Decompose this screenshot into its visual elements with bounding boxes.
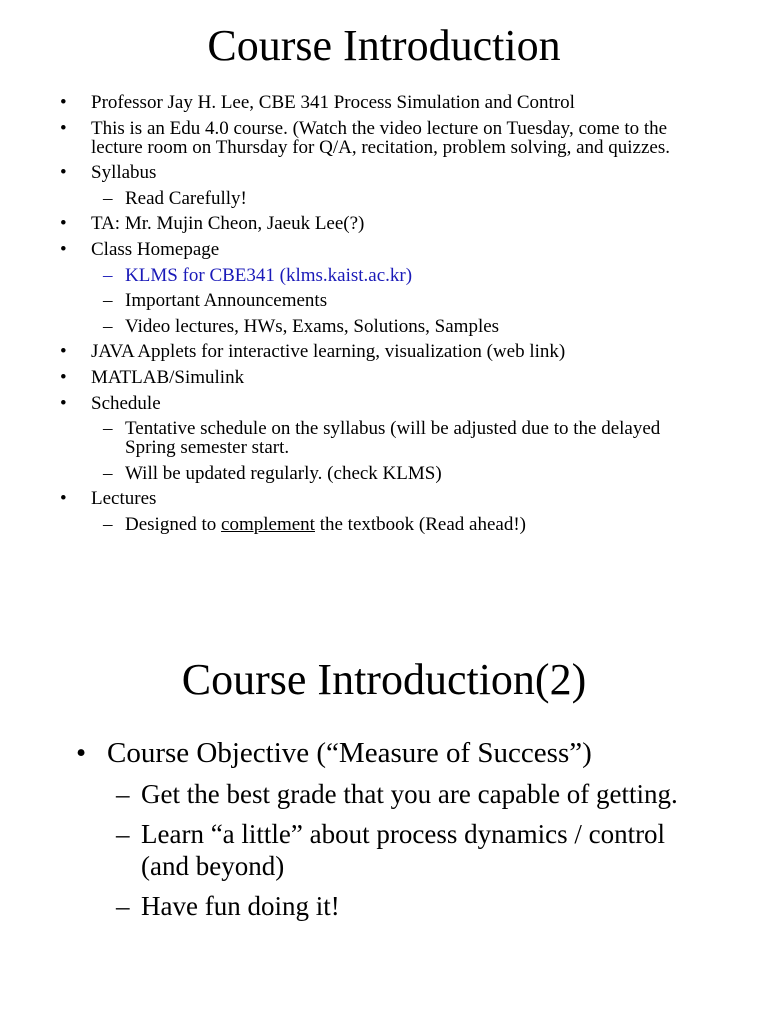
item-lectures: Lectures <box>91 488 157 510</box>
dash-icon: – <box>103 462 113 484</box>
item-lectures-post: the textbook (Read ahead!) <box>314 513 526 535</box>
sub-list-item <box>0 419 768 457</box>
item-video: Video lectures, HWs, Exams, Solutions, Samples <box>125 315 500 337</box>
item-homepage: Class Homepage <box>91 238 220 260</box>
dash-icon: – <box>103 315 113 337</box>
dash-icon: – <box>103 513 113 535</box>
bullet-icon: • <box>76 737 87 769</box>
bullet-icon: • <box>60 92 67 113</box>
list-item <box>0 119 768 157</box>
sub-list-item <box>0 890 768 922</box>
sub-list-item <box>0 317 768 336</box>
item-grade: Get the best grade that you are capable of getting. <box>141 779 678 809</box>
sub-list-item <box>0 189 768 208</box>
item-syllabus: Syllabus <box>91 162 157 184</box>
list-item <box>0 163 768 182</box>
sub-list-item <box>0 291 768 310</box>
list-item <box>0 394 768 413</box>
dash-icon: – <box>103 418 113 440</box>
list-item <box>0 93 768 112</box>
item-fun: Have fun doing it! <box>141 891 340 921</box>
list-item <box>0 214 768 233</box>
slide-title: Course Introduction <box>207 21 561 70</box>
sub-list-item <box>0 515 768 534</box>
klms-link[interactable]: KLMS for CBE341 (klms.kaist.ac.kr) <box>125 264 413 286</box>
bullet-icon: • <box>60 117 67 139</box>
item-lectures-underlined: complement <box>221 513 315 535</box>
bullet-icon: • <box>60 238 67 260</box>
list-item <box>0 240 768 259</box>
item-edu: This is an Edu 4.0 course. (Watch the video lecture on Tuesday, come to the lecture room on Thursday for Q/A, recitation, problem solving, and quizzes. <box>91 117 670 158</box>
list-item <box>0 738 768 768</box>
bullet-icon: • <box>60 488 67 510</box>
sub-list-item <box>0 778 768 810</box>
item-syllabus-read: Read Carefully! <box>125 187 247 209</box>
item-objective: Course Objective (“Measure of Success”) <box>107 737 592 769</box>
item-professor: Professor Jay H. Lee, CBE 341 Process Simulation and Control <box>91 92 575 113</box>
dash-icon: – <box>116 779 130 809</box>
list-item <box>0 489 768 508</box>
sub-list-item <box>0 818 768 882</box>
slide-title: Course Introduction(2) <box>181 655 587 704</box>
bullet-icon: • <box>60 213 67 235</box>
sub-list-item <box>0 464 768 483</box>
item-ta: TA: Mr. Mujin Cheon, Jaeuk Lee(?) <box>91 213 365 235</box>
sub-list-item[interactable] <box>0 266 768 285</box>
bullet-icon: • <box>60 366 67 388</box>
dash-icon: – <box>116 819 130 849</box>
item-schedule-tentative: Tentative schedule on the syllabus (will be adjusted due to the delayed Spring semester start. <box>125 418 661 459</box>
dash-icon: – <box>103 187 113 209</box>
item-learn: Learn “a little” about process dynamics / control (and beyond) <box>141 819 666 881</box>
item-java: JAVA Applets for interactive learning, visualization (web link) <box>91 341 566 363</box>
item-matlab: MATLAB/Simulink <box>91 366 245 388</box>
item-announcements: Important Announcements <box>125 290 328 312</box>
item-lectures-pre: Designed to <box>125 513 222 535</box>
bullet-icon: • <box>60 341 67 363</box>
item-schedule: Schedule <box>91 392 161 414</box>
list-item <box>0 342 768 361</box>
dash-icon: – <box>103 290 113 312</box>
slide-course-introduction-2 <box>0 620 768 1024</box>
bullet-icon: • <box>60 392 67 414</box>
dash-icon: – <box>103 264 113 286</box>
bullet-list <box>0 738 768 922</box>
bullet-icon: • <box>60 162 67 184</box>
bullet-list <box>0 93 768 534</box>
dash-icon: – <box>116 891 130 921</box>
list-item <box>0 368 768 387</box>
item-schedule-updated: Will be updated regularly. (check KLMS) <box>125 462 442 484</box>
